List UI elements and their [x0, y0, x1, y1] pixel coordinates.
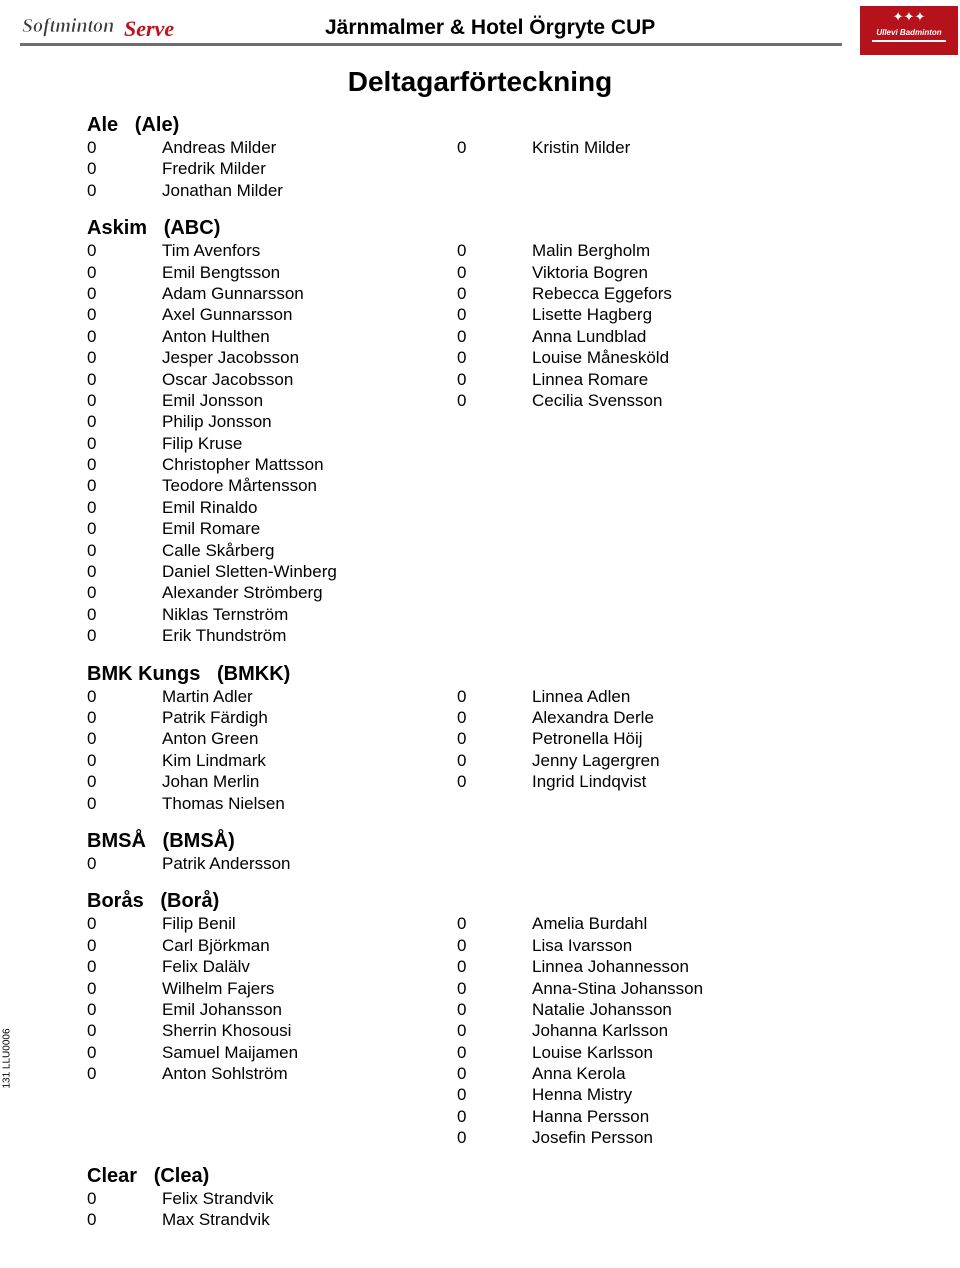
players-column-right	[457, 1188, 827, 1231]
player-number: 0	[457, 1064, 467, 1084]
player-name: Carl Björkman	[162, 935, 270, 955]
player-row	[87, 304, 457, 325]
player-number: 0	[87, 241, 97, 261]
player-row	[87, 853, 457, 874]
club-heading: BMK Kungs (BMKK)	[87, 662, 291, 685]
player-row	[87, 497, 457, 518]
players-column-right	[457, 853, 827, 874]
player-name: Natalie Johansson	[532, 999, 672, 1019]
player-number: 0	[87, 729, 97, 749]
player-number: 0	[457, 241, 467, 261]
player-number: 0	[457, 729, 467, 749]
club-heading: Clear (Clea)	[87, 1164, 210, 1187]
player-number: 0	[87, 262, 97, 282]
player-number: 0	[457, 935, 467, 955]
club-columns	[87, 240, 827, 646]
player-number: 0	[457, 369, 467, 389]
player-name: Oscar Jacobsson	[162, 369, 294, 389]
player-row	[87, 913, 457, 934]
player-number: 0	[87, 433, 97, 453]
player-number: 0	[457, 686, 467, 706]
player-name: Josefin Persson	[532, 1128, 653, 1148]
player-row	[457, 707, 827, 728]
player-name: Philip Jonsson	[162, 412, 272, 432]
player-row	[457, 262, 827, 283]
player-name: Kim Lindmark	[162, 750, 266, 770]
player-name: Alexandra Derle	[532, 707, 654, 727]
player-number: 0	[457, 957, 467, 977]
player-number: 0	[87, 390, 97, 410]
club-columns	[87, 1188, 827, 1231]
player-name: Emil Jonsson	[162, 390, 264, 410]
participant-list	[87, 113, 827, 1245]
player-name: Jonathan Milder	[162, 180, 283, 200]
player-name: Viktoria Bogren	[532, 262, 648, 282]
player-name: Cecilia Svensson	[532, 390, 663, 410]
player-name: Wilhelm Fajers	[162, 978, 275, 998]
player-row	[457, 1063, 827, 1084]
player-row	[87, 262, 457, 283]
player-number: 0	[87, 853, 97, 873]
player-name: Erik Thundström	[162, 626, 287, 646]
club-section	[87, 662, 827, 814]
player-name: Emil Rinaldo	[162, 497, 258, 517]
player-number: 0	[87, 369, 97, 389]
club-columns	[87, 913, 827, 1148]
player-name: Felix Strandvik	[162, 1188, 274, 1208]
player-number: 0	[87, 914, 97, 934]
player-number: 0	[87, 957, 97, 977]
players-column-left	[87, 913, 457, 1148]
club-columns	[87, 853, 827, 874]
player-name: Jesper Jacobsson	[162, 348, 300, 368]
player-name: Malin Bergholm	[532, 241, 651, 261]
player-name: Christopher Mattsson	[162, 455, 324, 475]
player-name: Kristin Milder	[532, 138, 631, 157]
club-section	[87, 1164, 827, 1231]
player-name: Sherrin Khosousi	[162, 1021, 292, 1041]
player-number: 0	[87, 978, 97, 998]
player-row	[457, 1020, 827, 1041]
player-row	[87, 978, 457, 999]
club-heading: Askim (ABC)	[87, 217, 221, 240]
player-number: 0	[457, 1021, 467, 1041]
player-row	[87, 1188, 457, 1209]
logo-stripe	[872, 40, 946, 42]
player-name: Max Strandvik	[162, 1210, 270, 1230]
player-number: 0	[87, 519, 97, 539]
player-number: 0	[87, 348, 97, 368]
club-heading: Borås (Borå)	[87, 890, 220, 913]
player-row	[457, 347, 827, 368]
player-number: 0	[457, 1085, 467, 1105]
player-row	[457, 935, 827, 956]
player-number: 0	[457, 262, 467, 282]
player-number: 0	[457, 283, 467, 303]
player-number: 0	[87, 326, 97, 346]
player-row	[87, 793, 457, 814]
player-row	[457, 283, 827, 304]
svg-text:Serve: Serve	[124, 16, 175, 41]
player-name: Linnea Johannesson	[532, 957, 689, 977]
player-number: 0	[87, 626, 97, 646]
players-column-right	[457, 686, 827, 814]
player-row	[457, 956, 827, 977]
player-row	[457, 999, 827, 1020]
club-section	[87, 216, 827, 646]
player-name: Henna Mistry	[532, 1085, 633, 1105]
player-name: Anton Hulthen	[162, 326, 270, 346]
player-number: 0	[87, 455, 97, 475]
player-row	[457, 240, 827, 261]
players-column-left	[87, 137, 457, 201]
player-name: Felix Dalälv	[162, 957, 250, 977]
player-row	[87, 956, 457, 977]
document-title: Deltagarförteckning	[347, 66, 613, 97]
player-row	[87, 1042, 457, 1063]
player-row	[457, 771, 827, 792]
player-number: 0	[87, 497, 97, 517]
player-name: Louise Månesköld	[532, 348, 670, 368]
player-row	[457, 369, 827, 390]
player-name: Jenny Lagergren	[532, 750, 660, 770]
player-name: Anna-Stina Johansson	[532, 978, 704, 998]
player-name: Emil Bengtsson	[162, 262, 281, 282]
player-name: Andreas Milder	[162, 138, 277, 157]
player-name: Anton Green	[162, 729, 259, 749]
player-number: 0	[87, 159, 97, 179]
player-name: Martin Adler	[162, 686, 253, 706]
player-number: 0	[87, 750, 97, 770]
player-number: 0	[457, 138, 467, 157]
player-number: 0	[87, 707, 97, 727]
player-row	[87, 728, 457, 749]
player-name: Filip Benil	[162, 914, 236, 934]
player-row	[87, 604, 457, 625]
player-row	[87, 1020, 457, 1041]
player-number: 0	[87, 180, 97, 200]
player-name: Fredrik Milder	[162, 159, 266, 179]
club-heading: BMSÅ (BMSÅ)	[87, 829, 235, 852]
player-number: 0	[457, 772, 467, 792]
player-name: Niklas Ternström	[162, 604, 289, 624]
player-number: 0	[87, 283, 97, 303]
player-row	[87, 750, 457, 771]
player-name: Johanna Karlsson	[532, 1021, 669, 1041]
ullevi-badminton-wordmark: Ullevi Badminton	[876, 28, 942, 37]
club-section	[87, 829, 827, 874]
page-header	[0, 0, 960, 60]
player-row	[87, 1209, 457, 1230]
player-name: Alexander Strömberg	[162, 583, 323, 603]
players-column-left	[87, 853, 457, 874]
player-row	[457, 326, 827, 347]
player-row	[87, 158, 457, 179]
players-column-left	[87, 240, 457, 646]
players-column-right	[457, 240, 827, 646]
player-row	[457, 978, 827, 999]
player-number: 0	[457, 348, 467, 368]
player-row	[457, 304, 827, 325]
player-number: 0	[457, 1042, 467, 1062]
player-row	[87, 326, 457, 347]
cup-title: Järnmalmer & Hotel Örgryte CUP	[325, 16, 656, 39]
player-number: 0	[457, 1128, 467, 1148]
player-number: 0	[87, 476, 97, 496]
player-name: Petronella Höij	[532, 729, 643, 749]
player-name: Daniel Sletten-Winberg	[162, 562, 337, 582]
shuttlecock-icon: ✦✦✦	[892, 9, 926, 24]
player-row	[87, 454, 457, 475]
player-row	[457, 1084, 827, 1105]
club-heading: Ale (Ale)	[87, 114, 180, 136]
player-number: 0	[87, 1042, 97, 1062]
player-row	[87, 433, 457, 454]
player-row	[87, 475, 457, 496]
player-row	[457, 913, 827, 934]
player-number: 0	[87, 1188, 97, 1208]
player-row	[87, 283, 457, 304]
players-column-left	[87, 1188, 457, 1231]
player-number: 0	[457, 326, 467, 346]
player-name: Thomas Nielsen	[162, 793, 285, 813]
player-name: Ingrid Lindqvist	[532, 772, 647, 792]
players-column-right	[457, 913, 827, 1148]
player-row	[87, 411, 457, 432]
header-rule	[20, 43, 842, 46]
player-row	[457, 1127, 827, 1148]
player-row	[457, 390, 827, 411]
player-row	[87, 390, 457, 411]
player-number: 0	[457, 707, 467, 727]
player-number: 0	[87, 772, 97, 792]
player-name: Patrik Färdigh	[162, 707, 268, 727]
player-name: Rebecca Eggefors	[532, 283, 672, 303]
player-row	[87, 1063, 457, 1084]
player-number: 0	[457, 999, 467, 1019]
player-row	[87, 369, 457, 390]
player-number: 0	[87, 540, 97, 560]
player-row	[457, 137, 827, 158]
player-number: 0	[87, 412, 97, 432]
player-row	[457, 728, 827, 749]
player-number: 0	[457, 750, 467, 770]
player-name: Anton Sohlström	[162, 1064, 288, 1084]
player-number: 0	[87, 305, 97, 325]
player-row	[87, 686, 457, 707]
player-number: 0	[87, 999, 97, 1019]
player-row	[87, 935, 457, 956]
player-name: Anna Kerola	[532, 1064, 626, 1084]
softminton-serve-logo	[20, 6, 186, 42]
player-name: Anna Lundblad	[532, 326, 647, 346]
player-number: 0	[457, 914, 467, 934]
player-name: Lisette Hagberg	[532, 305, 653, 325]
player-name: Lisa Ivarsson	[532, 935, 633, 955]
player-number: 0	[457, 978, 467, 998]
player-number: 0	[457, 1106, 467, 1126]
player-name: Louise Karlsson	[532, 1042, 653, 1062]
player-name: Linnea Adlen	[532, 686, 631, 706]
player-number: 0	[87, 138, 97, 157]
player-row	[87, 707, 457, 728]
player-number: 0	[87, 604, 97, 624]
player-row	[87, 540, 457, 561]
player-number: 0	[87, 583, 97, 603]
player-name: Emil Romare	[162, 519, 261, 539]
player-row	[457, 1042, 827, 1063]
player-row	[457, 686, 827, 707]
player-row	[87, 625, 457, 646]
player-name: Amelia Burdahl	[532, 914, 648, 934]
svg-text:Softminton: Softminton	[22, 15, 115, 37]
player-number: 0	[87, 1021, 97, 1041]
player-row	[87, 240, 457, 261]
players-column-right	[457, 137, 827, 201]
club-section	[87, 113, 827, 201]
player-number: 0	[87, 793, 97, 813]
player-name: Calle Skårberg	[162, 540, 275, 560]
player-name: Axel Gunnarsson	[162, 305, 293, 325]
player-row	[87, 771, 457, 792]
player-row	[87, 561, 457, 582]
player-number: 0	[87, 562, 97, 582]
player-row	[87, 999, 457, 1020]
player-row	[87, 347, 457, 368]
player-number: 0	[457, 305, 467, 325]
player-name: Emil Johansson	[162, 999, 283, 1019]
player-number: 0	[87, 1210, 97, 1230]
club-section	[87, 889, 827, 1148]
player-name: Tim Avenfors	[162, 241, 261, 261]
players-column-left	[87, 686, 457, 814]
player-row	[87, 518, 457, 539]
club-columns	[87, 137, 827, 201]
player-name: Linnea Romare	[532, 369, 649, 389]
player-name: Patrik Andersson	[162, 853, 291, 873]
player-number: 0	[87, 686, 97, 706]
player-number: 0	[457, 390, 467, 410]
player-number: 0	[87, 935, 97, 955]
player-number: 0	[87, 1064, 97, 1084]
player-name: Hanna Persson	[532, 1106, 650, 1126]
player-name: Adam Gunnarsson	[162, 283, 304, 303]
player-name: Samuel Maijamen	[162, 1042, 299, 1062]
player-row	[457, 750, 827, 771]
player-row	[87, 137, 457, 158]
side-code: 131 LLU0006	[1, 1028, 13, 1089]
player-row	[87, 180, 457, 201]
player-name: Johan Merlin	[162, 772, 260, 792]
player-row	[457, 1106, 827, 1127]
club-columns	[87, 686, 827, 814]
ullevi-badminton-logo	[860, 6, 958, 55]
player-row	[87, 582, 457, 603]
player-name: Filip Kruse	[162, 433, 243, 453]
player-name: Teodore Mårtensson	[162, 476, 317, 496]
